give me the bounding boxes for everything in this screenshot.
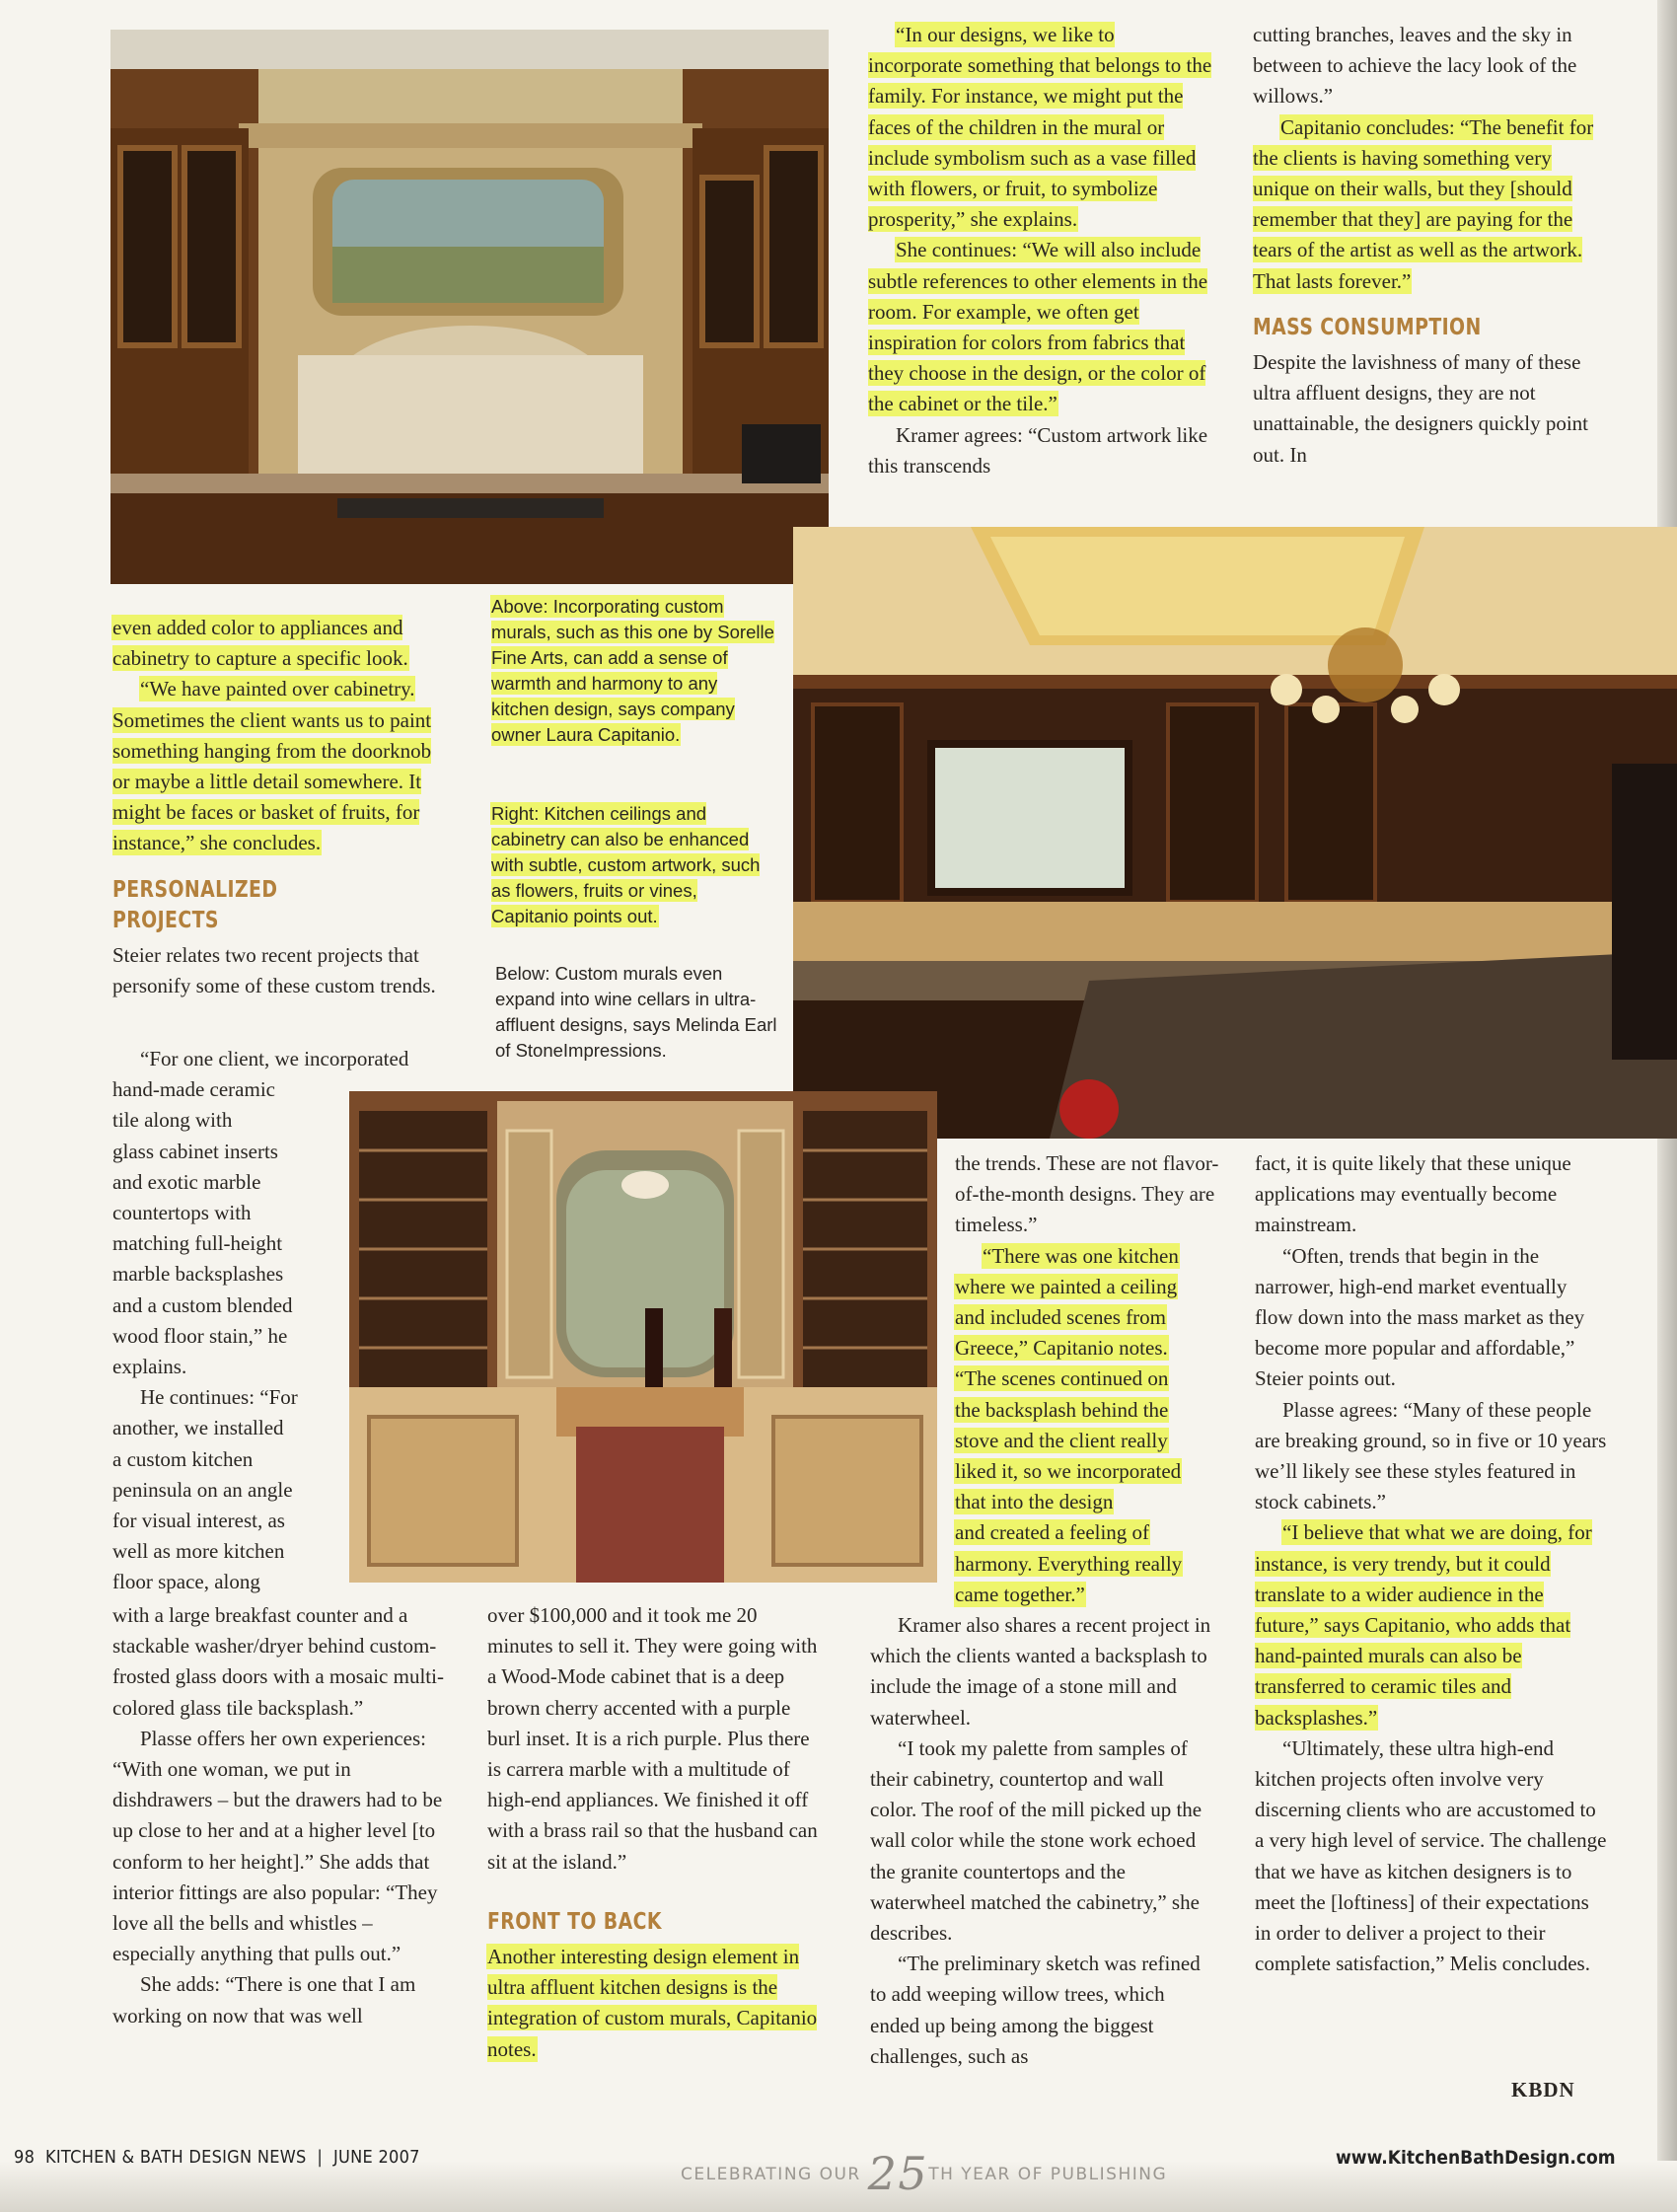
section-heading-personalized-projects: PERSONALIZED PROJECTS xyxy=(112,876,278,933)
col1-wrapped-line: countertops with xyxy=(112,1201,252,1225)
col1-wrapped-line: well as more kitchen xyxy=(112,1539,285,1564)
col1-paragraph-6: Plasse offers her own experiences: “With one woman, we put in dishdrawers – but the drawers had to be up close to her and at a higher level [to conform to her height].” She adds that interior fittings are also popular: “They love all the bells and whistles – especially anything that pulls out.” xyxy=(112,1726,443,1966)
column-3-top xyxy=(868,20,1213,481)
col3b-wrapped-line xyxy=(955,1241,1221,1272)
column-2-bottom xyxy=(487,1600,828,2065)
section-heading-mass-consumption: MASS CONSUMPTION xyxy=(1253,314,1482,340)
col1-wrapped-line: another, we installed xyxy=(112,1416,284,1440)
col2-paragraph-1: over $100,000 and it took me 20 minutes to sell it. They were going with a Wood-Mode cabinet that is a deep brown cherry accented with a purple burl inset. It is a rich purple. Plus there is carrera marble with a multitude of high-end appliances. We finished it off with a brass rail so that the husband can sit at the island.” xyxy=(487,1603,818,1874)
col3b-wrapped-line xyxy=(955,1487,1221,1517)
col3b-paragraph-1: the trends. These are not flavor-of-the-month designs. They are timeless.” xyxy=(955,1151,1219,1237)
col3-paragraph-3: Kramer agrees: “Custom artwork like this transcends xyxy=(868,422,1208,478)
col1-wrapped-line: explains. xyxy=(112,1355,187,1379)
col3b-wrapped-line xyxy=(955,1364,1221,1394)
col1-wrapped-line: marble backsplashes xyxy=(112,1262,284,1287)
col3b-wrapped-line xyxy=(955,1549,1221,1580)
col1-paragraph-1: even added color to appliances and cabinetry to capture a specific look. xyxy=(112,616,408,671)
col1-wrapped-line: hand-made ceramic xyxy=(112,1077,275,1102)
col4b-paragraph-4: “I believe that what we are doing, for instance, is very trendy, but it could translate to a wider audience in the future,” says Capitanio, who adds that hand-painted murals can also be transferred to ceramic tiles and backsplashes.” xyxy=(1255,1520,1592,1730)
col3b-paragraph-2 xyxy=(955,1241,1221,1610)
col3b-wrapped-line xyxy=(955,1426,1221,1456)
col3b-wrapped-line xyxy=(955,1580,1221,1610)
col3b-wrapped-line-text: harmony. Everything really xyxy=(955,1551,1183,1576)
caption-below: Below: Custom murals even expand into wine cellars in ultra-affluent designs, says Melinda Earl of StoneImpressions. xyxy=(495,963,777,1061)
column-1-bottom xyxy=(112,1600,448,2031)
footer-anniversary-prefix: CELEBRATING OUR xyxy=(681,2165,861,2184)
col1-paragraph-2: “We have painted over cabinetry. Sometimes the client wants us to paint something hanging from the doorknob or maybe a little detail somewhere. It might be faces or basket of fruits, for instance,” she concludes. xyxy=(112,677,432,855)
col1-wrapped-line: glass cabinet inserts xyxy=(112,1139,278,1163)
col3-paragraph-1: “In our designs, we like to incorporate something that belongs to the family. For instance, we might put the faces of the children in the mural or include symbolism such as a vase filled with flowers, or fruit, to symbolize prosperity,” she explains. xyxy=(868,23,1212,232)
col2-paragraph-2: Another interesting design element in ultra affluent kitchen designs is the integration of custom murals, Capitanio notes. xyxy=(487,1945,818,2061)
col3b-wrapped-line-text: and included scenes from xyxy=(955,1305,1167,1330)
col4b-paragraph-2: “Often, trends that begin in the narrower, high-end market eventually flow down into the mass market as they become more popular and affordable,” Steier points out. xyxy=(1255,1243,1585,1391)
footer-anniversary-number: 25 xyxy=(867,2147,929,2200)
col1-wrapped-line: for visual interest, as xyxy=(112,1509,285,1533)
caption-above: Above: Incorporating custom murals, such as this one by Sorelle Fine Arts, can add a sense of warmth and harmony to any kitchen design, says company owner Laura Capitanio. xyxy=(491,596,774,745)
footer-website-link[interactable]: www.KitchenBathDesign.com xyxy=(1336,2147,1616,2169)
col3b-wrapped-line-text: “The scenes continued on xyxy=(955,1366,1169,1391)
col3b-wrapped-line-text: the backsplash behind the xyxy=(955,1397,1169,1422)
col4-paragraph-3: Despite the lavishness of many of these ultra affluent designs, they are not unattainable, the designers quickly point out. In xyxy=(1253,350,1588,467)
col3b-wrapped-line xyxy=(955,1517,1221,1548)
column-3-bottom-wide xyxy=(870,1610,1215,2072)
col3-paragraph-2: She continues: “We will also include subtle references to other elements in the room. For example, we often get inspiration for colors from fabrics that they choose in the design, or the color of the cabinet or the tile.” xyxy=(868,238,1208,416)
column-4-bottom xyxy=(1255,1148,1610,1979)
col1-wrapped-line: tile along with xyxy=(112,1108,233,1133)
kbdn-signoff: KBDN xyxy=(1511,2078,1575,2101)
col4b-paragraph-1: fact, it is quite likely that these unique applications may eventually become mainstream. xyxy=(1255,1151,1571,1237)
col3b-wrapped-line-text: “There was one kitchen xyxy=(983,1243,1179,1268)
col1-wrapped-line: matching full-height xyxy=(112,1231,283,1256)
column-3-bottom xyxy=(955,1148,1221,1610)
footer-anniversary xyxy=(681,2147,1167,2200)
col1-paragraph-5-rest: with a large breakfast counter and a stackable washer/dryer behind custom-frosted glass doors with a mosaic multi-colored glass tile backsplash.” xyxy=(112,1603,444,1720)
col3b-wrapped-line xyxy=(955,1456,1221,1487)
col1-paragraph-4 xyxy=(112,1044,448,1598)
column-4-top xyxy=(1253,20,1603,471)
col3b-paragraph-5: “The preliminary sketch was refined to add weeping willow trees, which ended up being among the biggest challenges, such as xyxy=(870,1952,1201,2068)
col3b-wrapped-line-text: and created a feeling of xyxy=(955,1520,1150,1545)
col3b-wrapped-line-text: that into the design xyxy=(955,1490,1114,1514)
col4b-paragraph-5: “Ultimately, these ultra high-end kitchen projects often involve very discerning clients who are accustomed to a very high level of service. The challenge that we have as kitchen designers is to meet the [loftiness] of their expectations in order to deliver a project to their complete satisfaction,” Melis concludes. xyxy=(1255,1735,1607,1976)
col4-paragraph-2: Capitanio concludes: “The benefit for the clients is having something very unique on their walls, but they [should remember that they] are paying for the tears of the artist as well as the artwork. That lasts forever.” xyxy=(1253,114,1594,293)
col3b-wrapped-line-text: stove and the client really xyxy=(955,1428,1168,1452)
kitchen-hood-mural-photo xyxy=(110,30,829,584)
col3b-wrapped-line-text: where we painted a ceiling xyxy=(955,1274,1178,1298)
col1-wrapped-line: a custom kitchen xyxy=(112,1446,254,1471)
column-1-wrap xyxy=(112,1044,448,1598)
col1-wrapped-line: and exotic marble xyxy=(112,1169,261,1194)
col3b-wrapped-line xyxy=(955,1272,1221,1302)
kitchen-ceiling-photo xyxy=(793,527,1677,1139)
col3b-paragraph-4: “I took my palette from samples of their cabinetry, countertop and wall color. The roof of the mill picked up the wall color while the stone work echoed the granite countertops and the waterwheel matched the cabinetry,” she describes. xyxy=(870,1735,1203,1946)
column-1-top xyxy=(112,613,438,1001)
col3b-wrapped-line-text: Greece,” Capitanio notes. xyxy=(955,1336,1168,1361)
col1-wrapped-line: He continues: “For xyxy=(140,1385,298,1410)
col1-paragraph-7: She adds: “There is one that I am working on now that was well xyxy=(112,1972,416,2028)
footer-folio: 98 KITCHEN & BATH DESIGN NEWS | JUNE 2007 xyxy=(14,2147,420,2168)
col1-wrapped-line: peninsula on an angle xyxy=(112,1477,293,1502)
col3b-wrapped-line-text: liked it, so we incorporated xyxy=(955,1459,1182,1484)
col4-paragraph-1: cutting branches, leaves and the sky in between to achieve the lacy look of the willows.” xyxy=(1253,23,1577,109)
col3b-wrapped-line-text: came together.” xyxy=(955,1582,1085,1606)
section-heading-front-to-back: FRONT TO BACK xyxy=(487,1908,662,1935)
col1-wrapped-line: and a custom blended xyxy=(112,1292,293,1317)
col4b-paragraph-3: Plasse agrees: “Many of these people are breaking ground, so in five or 10 years we’ll likely see these styles featured in stock cabinets.” xyxy=(1255,1397,1607,1514)
col1-wrapped-line: wood floor stain,” he xyxy=(112,1323,288,1348)
col3b-wrapped-line xyxy=(955,1302,1221,1333)
col3b-wrapped-line xyxy=(955,1395,1221,1426)
col1-wrapped-line: “For one client, we incorporated xyxy=(140,1047,409,1070)
footer-anniversary-suffix: TH YEAR OF PUBLISHING xyxy=(928,2165,1168,2184)
col3b-paragraph-3: Kramer also shares a recent project in which the clients wanted a backsplash to include the image of a stone mill and waterwheel. xyxy=(870,1613,1211,1730)
caption-right: Right: Kitchen ceilings and cabinetry can also be enhanced with subtle, custom artwork, such as flowers, fruits or vines, Capitanio points out. xyxy=(491,803,761,926)
col1-wrapped-line: floor space, along xyxy=(112,1570,260,1594)
col3b-wrapped-line xyxy=(955,1333,1221,1364)
col1-paragraph-3: Steier relates two recent projects that personify some of these custom trends. xyxy=(112,943,436,998)
